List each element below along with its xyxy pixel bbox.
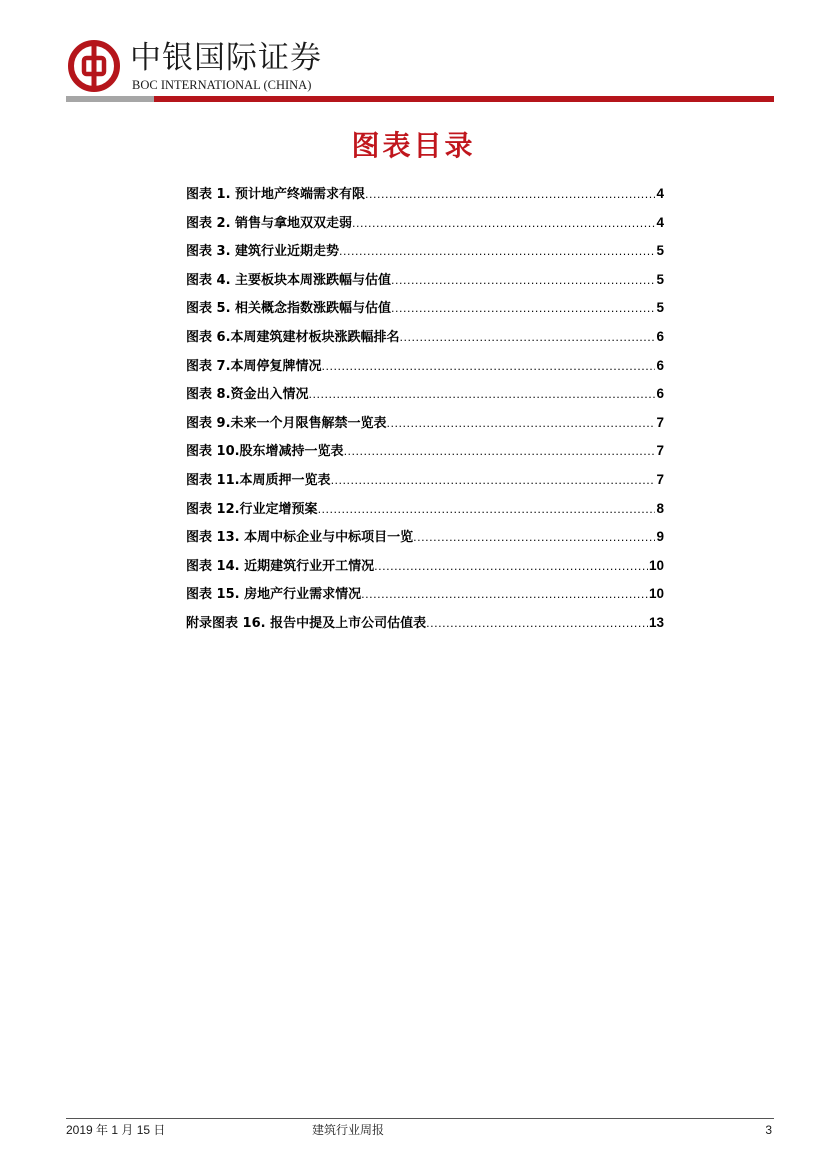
toc-entry-page[interactable]: 6 [656,357,664,373]
toc-entry[interactable] [186,180,664,209]
brand-name-en: BOC INTERNATIONAL (CHINA) [132,78,312,92]
toc-entry-label[interactable]: 附录图表 16. 报告中提及上市公司估值表 [186,615,427,631]
toc-entry-page[interactable]: 5 [656,243,664,259]
page-number: 3 [765,1123,772,1137]
toc-entry-page[interactable]: 10 [648,557,664,573]
toc-dot-leader [387,410,656,439]
toc-dot-leader [374,553,648,582]
toc-entry[interactable] [186,237,664,266]
toc-entry[interactable] [186,294,664,323]
toc-dot-leader [400,324,656,353]
toc-entry[interactable] [186,580,664,609]
toc-entry-label[interactable]: 图表 11.本周质押一览表 [186,472,331,488]
toc-dot-leader [309,381,656,410]
report-date: 2019 年 1 月 15 日 [66,1123,166,1137]
toc-entry[interactable] [186,495,664,524]
toc-entry-label[interactable]: 图表 4. 主要板块本周涨跌幅与估值 [186,272,392,288]
toc-entry[interactable] [186,352,664,381]
toc-entry[interactable] [186,437,664,466]
toc-entry[interactable] [186,409,664,438]
toc-dot-leader [391,267,655,296]
toc-entry-page[interactable]: 7 [656,471,664,487]
toc-dot-leader [352,210,655,239]
toc-entry-label[interactable]: 图表 15. 房地产行业需求情况 [186,587,362,603]
toc-entry-page[interactable]: 5 [656,300,664,316]
footer-divider [66,1118,774,1119]
toc-entry-page[interactable]: 7 [656,414,664,430]
toc-dot-leader [318,496,656,525]
toc-entry-page[interactable]: 6 [656,386,664,402]
toc-entry[interactable] [186,552,664,581]
toc-entry-label[interactable]: 图表 6.本周建筑建材板块涨跌幅排名 [186,329,400,345]
toc-entry[interactable] [186,466,664,495]
toc-dot-leader [426,610,648,639]
brand-name-cn: 中银国际证券 [130,40,322,76]
toc-dot-leader [344,438,656,467]
page-header [66,36,774,102]
toc-entry-page[interactable]: 6 [656,328,664,344]
toc-dot-leader [339,238,655,267]
toc-entry-page[interactable]: 4 [656,214,664,230]
header-divider-red [154,96,774,102]
toc-entry-label[interactable]: 图表 7.本周停复牌情况 [186,358,322,374]
toc-entry-page[interactable]: 13 [648,614,664,630]
boc-logo-icon [68,40,120,92]
toc-entry-label[interactable]: 图表 8.资金出入情况 [186,387,309,403]
toc-entry-page[interactable]: 9 [656,529,664,545]
toc-entry[interactable] [186,380,664,409]
report-type: 建筑行业周报 [312,1123,385,1137]
toc-entry[interactable] [186,323,664,352]
toc-entry[interactable] [186,609,664,638]
toc-entry-page[interactable]: 5 [656,271,664,287]
toc-entry-label[interactable]: 图表 14. 近期建筑行业开工情况 [186,558,375,574]
header-divider [66,96,774,102]
table-of-figures [186,180,664,638]
toc-entry[interactable] [186,209,664,238]
toc-entry-label[interactable]: 图表 13. 本周中标企业与中标项目一览 [186,530,414,546]
toc-entry-label[interactable]: 图表 12.行业定增预案 [186,501,318,517]
toc-entry-label[interactable]: 图表 9.未来一个月限售解禁一览表 [186,415,387,431]
toc-entry[interactable] [186,523,664,552]
toc-dot-leader [413,524,655,553]
toc-entry-label[interactable]: 图表 5. 相关概念指数涨跌幅与估值 [186,301,392,317]
toc-entry-page[interactable]: 4 [656,186,664,201]
toc-dot-leader [331,467,656,496]
toc-entry[interactable] [186,266,664,295]
toc-entry-page[interactable]: 8 [656,500,664,516]
toc-dot-leader [365,181,655,210]
toc-entry-label[interactable]: 图表 3. 建筑行业近期走势 [186,244,340,260]
toc-entry-label[interactable]: 图表 2. 销售与拿地双双走弱 [186,215,353,231]
toc-dot-leader [361,581,648,610]
toc-entry-page[interactable]: 10 [648,586,664,602]
page-footer [66,1121,774,1139]
toc-entry-page[interactable]: 7 [656,443,664,459]
toc-dot-leader [391,295,655,324]
toc-entry-label[interactable]: 图表 10.股东增减持一览表 [186,444,344,460]
toc-entry-label[interactable]: 图表 1. 预计地产终端需求有限 [186,187,366,202]
header-divider-gray [66,96,154,102]
toc-title: 图表目录 [351,129,476,162]
toc-dot-leader [322,353,656,382]
